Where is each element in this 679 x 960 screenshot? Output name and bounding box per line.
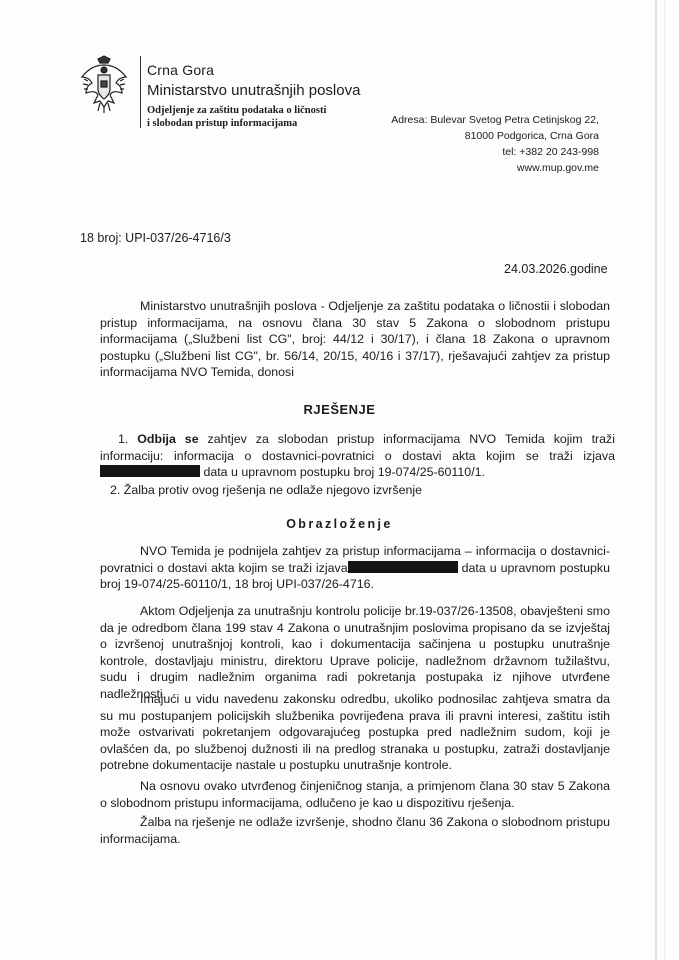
department-line-1: Odjeljenje za zaštitu podataka o ličnosti (147, 105, 327, 116)
para5-text: Žalba na rješenje ne odlaže izvršenje, shodno članu 36 Zakona o slobodnom pristupu informacijama. (100, 815, 610, 846)
item2-text: Žalba protiv ovog rješenja ne odlaže njegovo izvršenje (123, 483, 423, 497)
item1-text-b: data u upravnom postupku broj 19-074/25-60110/1. (203, 465, 485, 480)
para2-text: Aktom Odjeljenja za unutrašnju kontrolu policije br.19-037/26-13508, obavješteni smo da je odredbom člana 199 stav 4 Zakona o unutrašnjim poslovima propisano da se izvještaj o izvršenoj unutrašnjoj kontroli, kao i dokumentacija sačinjena u postupku unutrašnje kontrole, dostavljaju ministru, direktoru Uprave policije, nadležnom državnom tužilaštvu, sudu i drugim nadležnim organima radi pokretanja postupaka iz njihove utvrđene nadležnosti. (100, 604, 610, 701)
ministry-name: Ministarstvo unutrašnjih poslova (147, 82, 361, 99)
document-date: 24.03.2026.godine (504, 262, 608, 276)
address-city: 81000 Podgorica, Crna Gora (464, 130, 599, 142)
reasoning-paragraph-5 (100, 814, 610, 847)
address-phone: tel: +382 20 243-998 (502, 146, 599, 158)
intro-paragraph (100, 298, 610, 381)
decision-item-1 (100, 431, 615, 481)
decision-title: RJEŠENJE (303, 402, 376, 417)
page-edge-line (664, 0, 665, 960)
address-block (391, 112, 599, 176)
reasoning-paragraph-1 (100, 543, 610, 593)
item1-text-a: zahtjev za slobodan pristup informacijama NVO Temida kojim traži informaciju: informacija o dostavnici-povratnici o dostavi akta kojim se traži izjava (100, 432, 615, 463)
decision-item-2 (110, 482, 615, 499)
para1-text-b: data u upravnom postupku broj 19-074/25-60110/1, 18 broj UPI-037/26-4716. (100, 560, 610, 592)
page-edge-shadow (655, 0, 657, 960)
item1-number: 1. (118, 432, 129, 446)
reasoning-paragraph-4 (100, 778, 610, 811)
redaction-bar (100, 465, 200, 477)
intro-text: Ministarstvo unutrašnjih poslova - Odjeljenje za zaštitu podataka o ličnostii i slobodan pristup informacijama, na osnovu člana 30 stav 5 Zakona o slobodnom pristupu informacijama („Službeni list CG", broj: 44/12 i 30/17), i člana 18 Zakona o upravnom postupku („Službeni list CG", br. 56/14, 20/15, 40/16 i 37/17), rješavajući zahtjev za pristup informacijama NVO Temida, donosi (100, 299, 610, 380)
country-name: Crna Gora (147, 62, 215, 78)
header-divider (140, 56, 141, 128)
reasoning-paragraph-2 (100, 603, 610, 703)
reasoning-paragraph-3 (100, 691, 610, 774)
address-website: www.mup.gov.me (516, 162, 599, 174)
item2-number: 2. (110, 483, 121, 497)
item1-bold: Odbija se (137, 432, 199, 446)
address-street: Adresa: Bulevar Svetog Petra Cetinjskog 22, (391, 114, 599, 126)
reasoning-title: Obrazloženje (286, 517, 393, 531)
para1-text-a: NVO Temida je podnijela zahtjev za pristup informacijama – informacija o dostavnici-povratnici o dostavi akta kojim se traži izjava (100, 544, 610, 575)
coat-of-arms-icon (78, 55, 130, 115)
para4-text: Na osnovu ovako utvrđenog činjeničnog stanja, a primjenom člana 30 stav 5 Zakona o slobodnom pristupu informacijama, odlučeno je kao u dispozitivu rješenja. (100, 779, 610, 810)
redaction-bar (348, 561, 458, 573)
department-line-2: i slobodan pristup informacijama (147, 118, 298, 129)
para3-text: Imajući u vidu navedenu zakonsku odredbu, ukoliko podnosilac zahtjeva smatra da su mu postupanjem policijskih službenika povrijeđena prava ili pravni interesi, zaštitu istih može ostvarivati pokretanjem odgovarajućeg postupka pred nadležnim sudom, koji je ovlašćen da, po službenoj dužnosti ili na predlog stranaka u postupku, zatraži dostavljanje potrebne dokumentacije nastale u postupku unutrašnje kontrole. (100, 692, 610, 773)
reference-number: 18 broj: UPI-037/26-4716/3 (80, 231, 231, 245)
department-name (147, 104, 326, 130)
